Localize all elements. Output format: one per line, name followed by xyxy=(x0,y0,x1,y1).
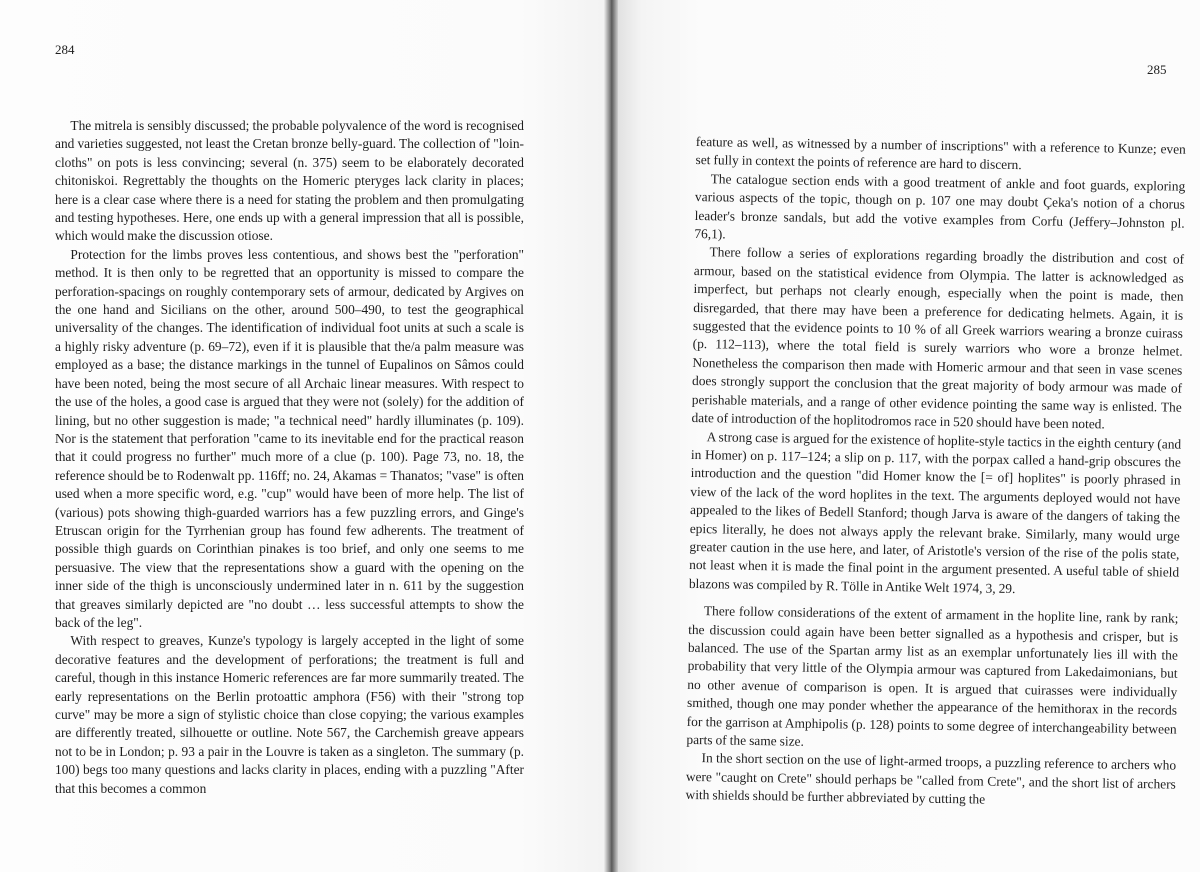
right-paragraph-5: There follow considerations of the extent of armament in the hoplite line, rank by rank; the discussion could again have been better signalled as a hypothesis and crisper, but is balanced. The use of the Spartan army list as an exemplar unfortunately lies ill with the probability that very little of the Olympia armour was captured from Lakedaimonians, but no other avenue of comparison is open. It is argued that cuirasses were individually smithed, though one may ponder whether the appearance of the hemithorax in the records for the garrison at Amphipolis (p. 128) points to some degree of interchangeability between parts of the same size. xyxy=(686,603,1179,749)
page-number-right: 285 xyxy=(1147,62,1167,77)
right-paragraph-3: There follow a series of explorations regarding broadly the distribution and cost of armour, based on the statistical evidence from Olympia. The latter is acknowledged as imperfect, but perhaps not clearly enough, especially when the point is made, then disregarded, that there may have been a preference for dedicating helmets. Again, it is suggested that the evidence points to 10 % of all Greek warriors wearing a bronze cuirass (p. 112–113), where the total field is surely warriors who wore a bronze helmet. Nonetheless the comparison then made with Homeric armour and that seen in vase scenes does strongly support the conclusion that the great majority of body armour was made of perishable materials, and a range of other evidence pointing the same way is enlisted. The date of introduction of the hoplitodromos race in 520 should have been noted. xyxy=(691,244,1185,432)
right-page xyxy=(612,0,1200,872)
book-gutter xyxy=(604,0,618,872)
left-page-body xyxy=(55,117,524,798)
right-paragraph-4: A strong case is argued for the existence of hoplite-style tactics in the eighth century (and in Homer) on p. 117–124; a slip on p. 117, with the porpax called a hand-grip obscures the introduction and the question "did Homer know the [= of] hoplites" is poorly phrased in view of the lack of the word hoplites in the text. The arguments deployed would not have appealed to the likes of Bedell Stanford; though Jarva is aware of the dangers of taking the epics literally, he does not always apply the relevant brake. Similarly, many would urge greater caution in the use here, and later, of Aristotle's version of the rise of the polis state, not least when it is made the final point in the argument presented. A useful table of shield blazons was compiled by R. Tölle in Antike Welt 1974, 3, 29. xyxy=(688,428,1182,596)
left-paragraph-2: Protection for the limbs proves less contentious, and shows best the "perforation" method. It is then only to be regretted that an opportunity is missed to compare the perforation-spacings on roughly contemporary sets of armour, dedicated by Argives on the one hand and Sicilians on the other, around 500–490, to test the geographical universality of the changes. The identification of individual foot units at such a scale is a highly risky adventure (p. 69–72), even if it is plausible that the/a palm measure was employed as a base; the distance markings in the tunnel of Eupalinos on Sâmos could have been noted, being the most secure of all Archaic linear measures. With respect to the use of the holes, a good case is argued that they were not (solely) for the addition of lining, but no other suggestion is made; "a technical need" hardly illuminates (p. 109). Nor is the statement that perforation "came to its inevitable end for the practical reason that it could progress no further" much more of a clue (p. 100). Page 73, no. 18, the reference should be to Rodenwalt pp. 116ff; no. 24, Akamas = Thanatos; "vase" is often used when a more specific word, e.g. "cup" would have been of more help. The list of (various) pots showing thigh-guarded warriors has a few puzzling errors, and Ginge's Etruscan origin for the Tyrrhenian group has found few adherents. The treatment of possible thigh guards on Corinthian pinakes is too brief, and only one seems to me persuasive. The view that the representations show a guard with the opening on the inner side of the thigh is unconsciously undermined later in n. 611 by the suggestion that greaves similarly depicted are "no doubt … less successful attempts to show the back of the leg". xyxy=(55,246,524,630)
right-paragraph-1: feature as well, as witnessed by a number of inscriptions" with a reference to Kunze; even set fully in context the points of reference are hard to discern. xyxy=(695,133,1186,173)
right-paragraph-6: In the short section on the use of light-armed troops, a puzzling reference to archers who were "caught on Crete" should perhaps be "called from Crete", and the short list of archers with shields should be further abbreviated by cutting the xyxy=(685,750,1177,807)
left-paragraph-3: With respect to greaves, Kunze's typology is largely accepted in the light of some decorative features and the development of perforations; the treatment is full and careful, though in this instance Homeric references are far more summarily treated. The early representations on the Berlin protoattic amphora (F56) with their "strong top curve" may be more a sign of stylistic choice than close copying; the various examples are differently treated, silhouette or outline. Note 567, the Carchemish greave appears not to be in London; p. 93 a pair in the Louvre is taken as a singleton. The summary (p. 100) begs too many questions and lacks clarity in places, ending with a puzzling "After that this becomes a common xyxy=(55,633,524,796)
left-paragraph-1: The mitrela is sensibly discussed; the probable polyvalence of the word is recognised and varieties suggested, not least the Cretan bronze belly-guard. The collection of "loin-cloths" on pots is less convincing; several (n. 375) seem to be elaborately decorated chitoniskoi. Regrettably the thoughts on the Homeric pteryges lack clarity in places; here is a clear case where there is a need for stating the problem and then promulgating and testing hypotheses. Here, one ends up with a general impression that all is possible, which would make the discussion otiose. xyxy=(55,118,524,244)
right-page-body xyxy=(685,133,1185,812)
page-number-left: 284 xyxy=(55,42,75,57)
right-paragraph-2: The catalogue section ends with a good treatment of ankle and foot guards, exploring various aspects of the topic, though on p. 107 one may doubt Çeka's notion of a chorus leader's bronze sandals, but add the votive examples from Corfu (Jeffery–Johnston pl. 76,1). xyxy=(694,171,1186,242)
